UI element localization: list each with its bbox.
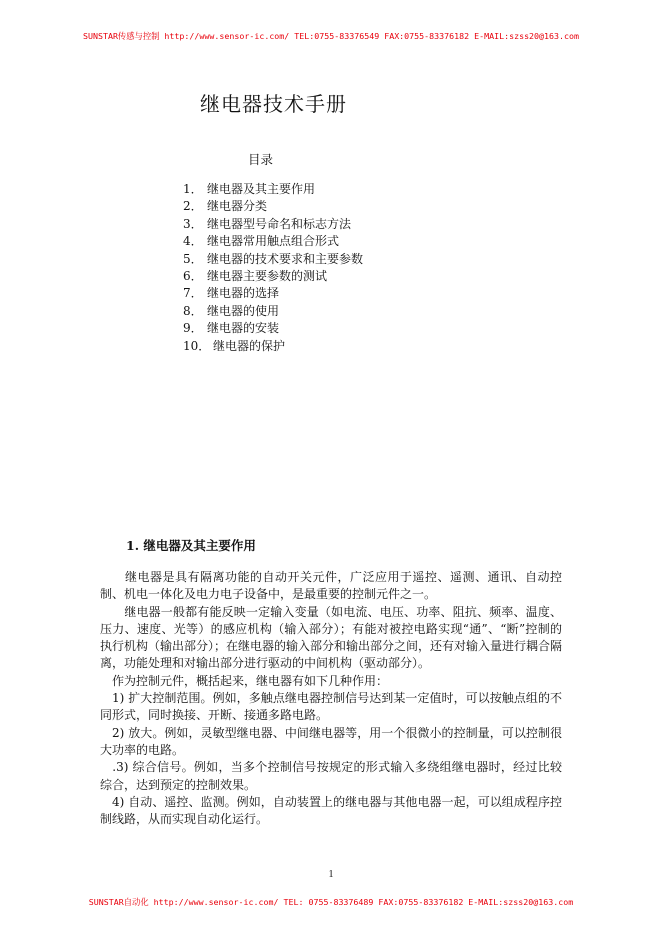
toc-item-label: 继电器的技术要求和主要参数	[207, 251, 364, 266]
paragraph: 2) 放大。例如，灵敏型继电器、中间继电器等，用一个很微小的控制量，可以控制很大功率的电路。	[100, 725, 562, 757]
page-header: SUNSTAR传感与控制 http://www.sensor-ic.com/ TEL:0755-83376549 FAX:0755-83376182 E-MAIL:szss20@163.com	[82, 31, 580, 41]
toc-item-label: 继电器的使用	[207, 303, 280, 318]
toc-item-label: 继电器分类	[207, 199, 268, 214]
toc-item-number: 3．	[183, 216, 203, 231]
paragraph: 作为控制元件，概括起来，继电器有如下几种作用：	[100, 673, 389, 688]
toc-item-number: 7．	[183, 286, 203, 301]
paragraph: 继电器是具有隔离功能的自动开关元件，广泛应用于遥控、遥测、通讯、自动控制、机电一体化及电力电子设备中，是最重要的控制元件之一。	[100, 570, 562, 602]
toc-item-label: 继电器的安装	[207, 321, 280, 336]
toc-item-label: 继电器及其主要作用	[207, 182, 316, 196]
paragraph: 1) 扩大控制范围。例如，多触点继电器控制信号达到某一定值时，可以按触点组的不同形式，同时换接、开断、接通多路电路。	[100, 691, 562, 723]
page-footer: SUNSTAR自动化 http://www.sensor-ic.com/ TEL: 0755-83376489 FAX:0755-83376182 E-MAIL:szss20@163.com	[88, 897, 574, 907]
toc-item[interactable]	[183, 251, 363, 268]
table-of-contents	[183, 181, 363, 355]
toc-heading: 目录	[248, 152, 274, 167]
toc-item-number: 9．	[183, 321, 203, 336]
toc-item[interactable]	[183, 303, 363, 320]
toc-item[interactable]	[183, 233, 363, 250]
toc-item-label: 继电器主要参数的测试	[207, 268, 328, 283]
paragraph: 继电器一般都有能反映一定输入变量（如电流、电压、功率、阻抗、频率、温度、压力、速度、光等）的感应机构（输入部分）；有能对被控电路实现“通”、“断”控制的执行机构（输出部分）；在继电器的输入部分和输出部分之间，还有对输入量进行耦合隔离，功能处理和对输出部分进行驱动的中间机构（驱动部分）。	[100, 604, 563, 671]
paragraph: 4) 自动、遥控、监测。例如，自动装置上的继电器与其他电器一起，可以组成程序控制线路，从而实现自动化运行。	[100, 794, 562, 827]
toc-item-label: 继电器的选择	[207, 286, 280, 301]
toc-item-label: 继电器的保护	[213, 338, 286, 353]
toc-item-number: 8．	[183, 303, 203, 318]
toc-item-number: 6．	[183, 268, 203, 283]
toc-item-number: 1．	[183, 182, 203, 196]
page-number: 1	[328, 869, 334, 880]
toc-item-number: 10．	[183, 338, 211, 353]
toc-item[interactable]	[183, 198, 363, 215]
toc-item-label: 继电器常用触点组合形式	[207, 234, 340, 249]
toc-item-label: 继电器型号命名和标志方法	[207, 216, 352, 231]
paragraph: .3) 综合信号。例如，当多个控制信号按规定的形式输入多绕组继电器时，经过比较综合，达到预定的控制效果。	[100, 760, 562, 792]
toc-item-number: 4．	[183, 234, 203, 249]
toc-item[interactable]	[183, 268, 363, 285]
document-title: 继电器技术手册	[200, 92, 347, 116]
toc-item-number: 2．	[183, 199, 203, 214]
toc-item[interactable]	[183, 320, 363, 337]
toc-item-number: 5．	[183, 251, 203, 266]
toc-item[interactable]	[183, 338, 363, 355]
toc-item[interactable]	[183, 181, 363, 198]
section-body	[100, 569, 562, 828]
toc-item[interactable]	[183, 216, 363, 233]
toc-item[interactable]	[183, 285, 363, 302]
section-heading: 1. 继电器及其主要作用	[126, 538, 256, 553]
